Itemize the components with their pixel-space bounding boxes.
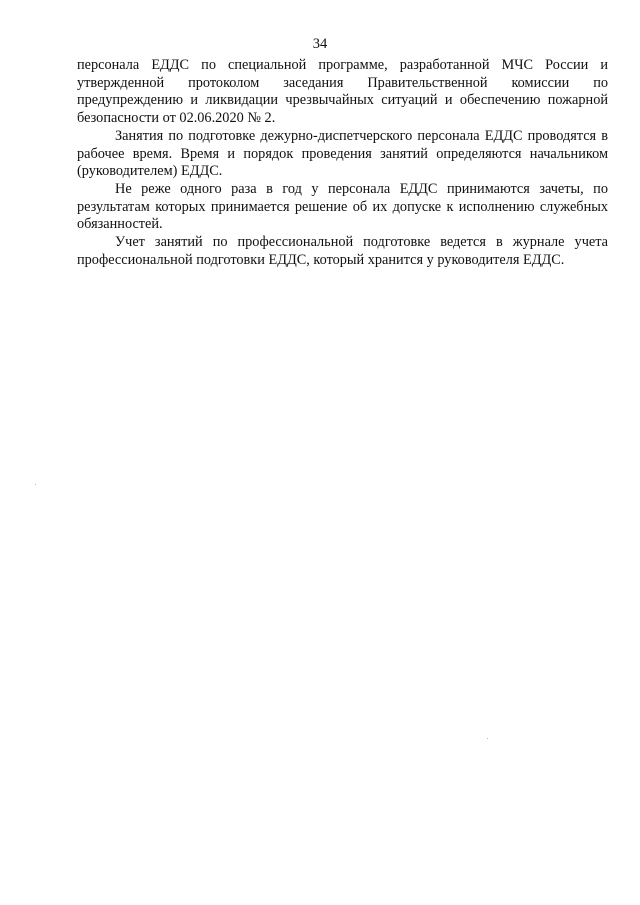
paragraph-training-schedule: Занятия по подготовке дежурно-диспетчерского персонала ЕДДС проводятся в рабочее время. Время и порядок проведения занятий определяются начальником (руководителем) ЕДДС. bbox=[77, 127, 608, 180]
paragraph-training-log: Учет занятий по профессиональной подготовке ведется в журнале учета профессиональной подготовки ЕДДС, который хранится у руководителя ЕДДС. bbox=[77, 234, 608, 268]
document-body bbox=[77, 57, 608, 269]
page-number: 34 bbox=[312, 36, 328, 52]
scan-speck bbox=[35, 484, 36, 485]
scan-speck bbox=[487, 738, 488, 739]
paragraph-annual-tests: Не реже одного раза в год у персонала ЕДДС принимаются зачеты, по результатам которых принимается решение об их допуске к исполнению служебных обязанностей. bbox=[77, 180, 608, 233]
paragraph-continuation: персонала ЕДДС по специальной программе, разработанной МЧС России и утвержденной протоколом заседания Правительственной комиссии по предупреждению и ликвидации чрезвычайных ситуаций и обеспечению пожарной безопасности от 02.06.2020 № 2. bbox=[77, 57, 608, 127]
